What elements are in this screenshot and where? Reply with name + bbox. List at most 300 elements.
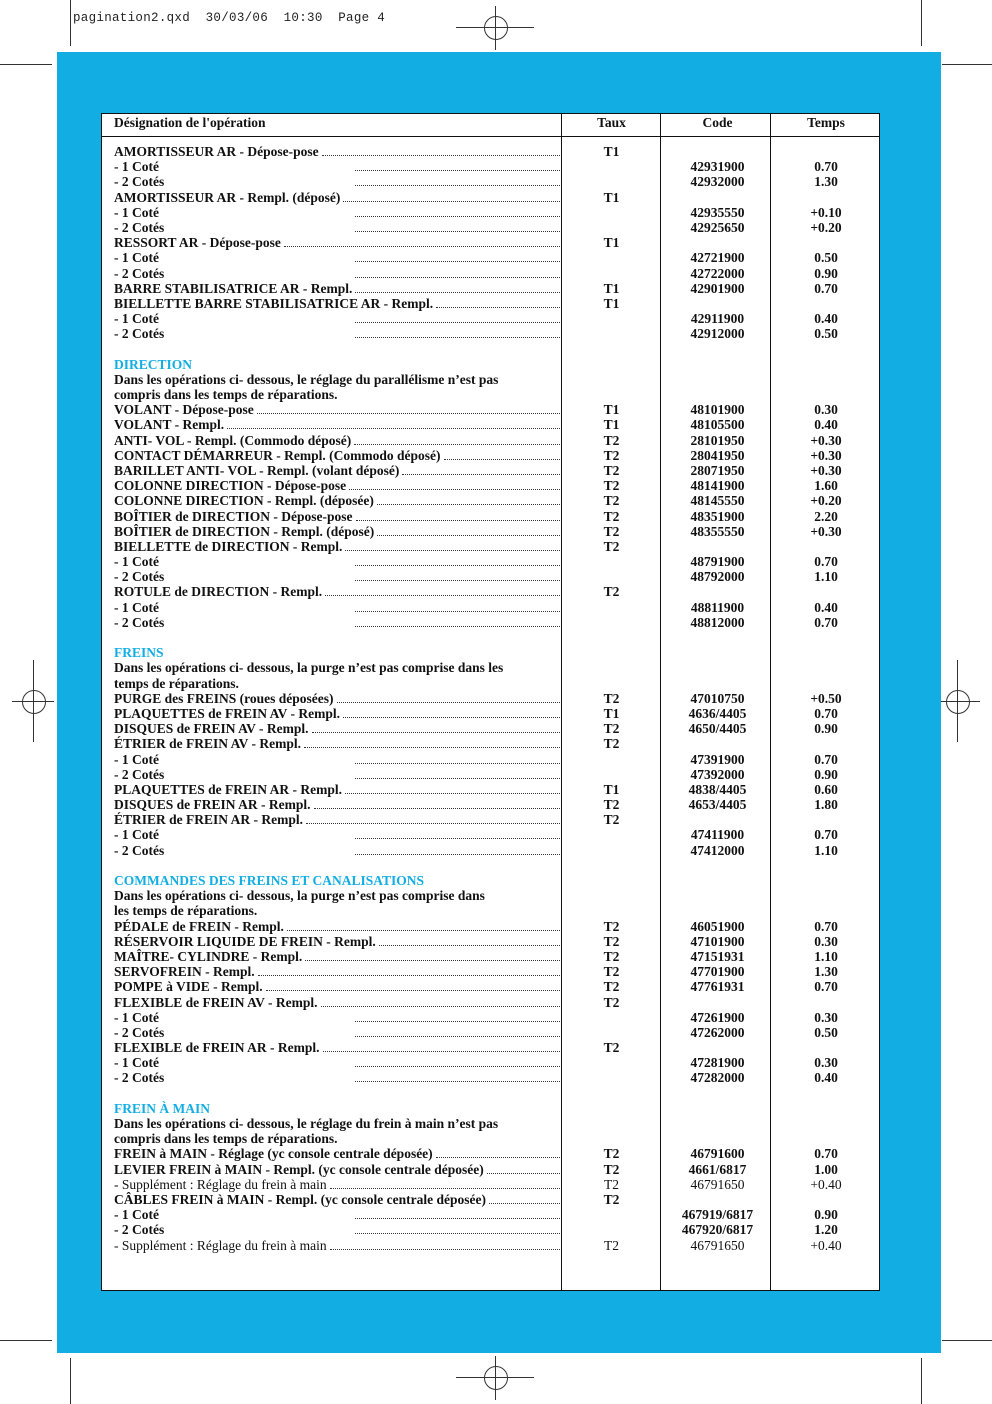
dot-leader bbox=[330, 1238, 560, 1250]
time-cell: +0.40 bbox=[810, 1237, 842, 1253]
section-heading-row bbox=[102, 873, 879, 888]
code-cell: 42935550 bbox=[690, 204, 745, 220]
dot-leader bbox=[436, 296, 560, 308]
operation-designation bbox=[114, 812, 560, 827]
time-cell: +0.20 bbox=[810, 493, 842, 509]
spacer-row bbox=[102, 341, 879, 356]
table-row bbox=[102, 1177, 879, 1192]
operation-label: ROTULE de DIRECTION - Rempl. bbox=[114, 584, 323, 600]
indent-space bbox=[267, 205, 355, 220]
time-cell: 0.40 bbox=[814, 311, 838, 327]
crop-mark bbox=[0, 64, 52, 65]
code-cell: 467920/6817 bbox=[681, 1222, 754, 1238]
operation-label: BOÎTIER de DIRECTION - Rempl. (déposé) bbox=[114, 523, 375, 539]
operation-label: RESSORT AR - Dépose-pose bbox=[114, 235, 281, 251]
code-cell: 47262000 bbox=[690, 1024, 745, 1040]
dot-leader bbox=[355, 1055, 560, 1067]
table-row bbox=[102, 949, 879, 964]
dot-leader bbox=[304, 736, 560, 748]
time-cell: 0.70 bbox=[814, 1146, 838, 1162]
rate-cell: T2 bbox=[603, 1146, 620, 1162]
dot-leader bbox=[377, 524, 560, 536]
operation-label: LEVIER FREIN à MAIN - Rempl. (yc console centrale déposée) bbox=[114, 1161, 484, 1177]
header-code: Code bbox=[702, 115, 733, 130]
operation-designation bbox=[114, 1055, 560, 1070]
rate-cell: T2 bbox=[603, 432, 620, 448]
code-cell: 48141900 bbox=[690, 478, 745, 494]
crop-mark bbox=[938, 701, 980, 702]
section-heading: DIRECTION bbox=[114, 356, 193, 372]
dot-leader bbox=[355, 326, 560, 338]
dot-leader bbox=[355, 266, 560, 278]
time-cell: +0.30 bbox=[810, 462, 842, 478]
table-row bbox=[102, 448, 879, 463]
operation-designation bbox=[114, 159, 560, 174]
table-row bbox=[102, 1070, 879, 1085]
header-rule bbox=[102, 136, 879, 137]
table-row bbox=[102, 190, 879, 205]
registration-mark-icon bbox=[22, 690, 46, 714]
time-cell: 1.10 bbox=[814, 569, 838, 585]
code-cell: 47151931 bbox=[690, 948, 745, 964]
code-cell: 4650/4405 bbox=[688, 721, 747, 737]
rate-cell: T1 bbox=[603, 295, 620, 311]
note-row bbox=[102, 1131, 879, 1146]
table-row bbox=[102, 797, 879, 812]
operation-label: BOÎTIER de DIRECTION - Dépose-pose bbox=[114, 508, 353, 524]
operation-label: DISQUES de FREIN AV - Rempl. bbox=[114, 721, 309, 737]
operation-label: - 2 Cotés bbox=[114, 265, 165, 281]
operation-label: MAÎTRE- CYLINDRE - Rempl. bbox=[114, 948, 303, 964]
dot-leader bbox=[322, 144, 560, 156]
operation-label: - 1 Coté bbox=[114, 1055, 159, 1071]
operation-label: VOLANT - Rempl. bbox=[114, 417, 225, 433]
operation-designation bbox=[114, 266, 560, 281]
code-cell: 48101900 bbox=[690, 402, 745, 418]
indent-space bbox=[267, 827, 355, 842]
time-cell: 0.60 bbox=[814, 781, 838, 797]
operation-designation bbox=[114, 539, 560, 554]
code-cell: 48791900 bbox=[690, 554, 745, 570]
operation-label: - 2 Cotés bbox=[114, 766, 165, 782]
code-cell: 42932000 bbox=[690, 174, 745, 190]
time-cell: 0.90 bbox=[814, 265, 838, 281]
operation-label: AMORTISSEUR AR - Rempl. (déposé) bbox=[114, 189, 341, 205]
operation-label: - Supplément : Réglage du frein à main bbox=[114, 1176, 327, 1192]
table-row bbox=[102, 721, 879, 736]
operation-label: DISQUES de FREIN AR - Rempl. bbox=[114, 797, 311, 813]
spacer-row bbox=[102, 1086, 879, 1101]
operation-designation bbox=[114, 615, 560, 630]
time-cell: 0.30 bbox=[814, 402, 838, 418]
time-cell: 0.90 bbox=[814, 721, 838, 737]
rate-cell: T2 bbox=[603, 948, 620, 964]
table-row bbox=[102, 1192, 879, 1207]
table-row bbox=[102, 827, 879, 842]
code-cell: 47392000 bbox=[690, 766, 745, 782]
operation-label: SERVOFREIN - Rempl. bbox=[114, 964, 255, 980]
indent-space bbox=[267, 250, 355, 265]
time-cell: 1.60 bbox=[814, 478, 838, 494]
crop-mark bbox=[70, 1358, 71, 1404]
dot-leader bbox=[227, 417, 560, 429]
operation-label: AMORTISSEUR AR - Dépose-pose bbox=[114, 144, 319, 159]
time-cell: 0.40 bbox=[814, 599, 838, 615]
table-row bbox=[102, 417, 879, 432]
print-slug: pagination2.qxd 30/03/06 10:30 Page 4 bbox=[73, 11, 386, 25]
operation-designation bbox=[114, 190, 560, 205]
dot-leader bbox=[257, 402, 560, 414]
dot-leader bbox=[330, 1177, 560, 1189]
rate-cell: T1 bbox=[603, 402, 620, 418]
operation-label: - 1 Coté bbox=[114, 250, 159, 266]
registration-mark-icon bbox=[946, 690, 970, 714]
time-cell: 2.20 bbox=[814, 508, 838, 524]
table-row bbox=[102, 782, 879, 797]
table-row bbox=[102, 250, 879, 265]
table-row bbox=[102, 463, 879, 478]
indent-space bbox=[267, 1010, 355, 1025]
operation-label: COLONNE DIRECTION - Rempl. (déposée) bbox=[114, 493, 374, 509]
operation-designation bbox=[114, 782, 560, 797]
time-cell: 0.50 bbox=[814, 250, 838, 266]
code-cell: 28071950 bbox=[690, 462, 745, 478]
operation-designation bbox=[114, 493, 560, 508]
dot-leader bbox=[266, 979, 560, 991]
indent-space bbox=[267, 1207, 355, 1222]
indent-space bbox=[267, 1025, 355, 1040]
rate-cell: T2 bbox=[603, 523, 620, 539]
code-cell: 42721900 bbox=[690, 250, 745, 266]
code-cell: 47411900 bbox=[690, 827, 745, 843]
operation-label: CONTACT DÉMARREUR - Rempl. (Commodo déposé) bbox=[114, 447, 441, 463]
table-row bbox=[102, 1025, 879, 1040]
operation-designation bbox=[114, 919, 560, 934]
crop-mark bbox=[0, 1340, 52, 1341]
note-row bbox=[102, 372, 879, 387]
table-row bbox=[102, 235, 879, 250]
code-cell: 4661/6817 bbox=[688, 1161, 747, 1177]
section-note: compris dans les temps de réparations. bbox=[114, 387, 338, 402]
dot-leader bbox=[355, 205, 560, 217]
table-row bbox=[102, 767, 879, 782]
code-cell: 28041950 bbox=[690, 447, 745, 463]
table-row bbox=[102, 1162, 879, 1177]
header-designation: Désignation de l'opération bbox=[114, 115, 266, 130]
table-row bbox=[102, 1146, 879, 1161]
table-row bbox=[102, 934, 879, 949]
spacer-row bbox=[102, 858, 879, 873]
dot-leader bbox=[355, 1025, 560, 1037]
rate-cell: T1 bbox=[603, 235, 620, 251]
table-row bbox=[102, 1238, 879, 1253]
indent-space bbox=[267, 843, 355, 858]
dot-leader bbox=[345, 782, 560, 794]
operation-designation bbox=[114, 205, 560, 220]
rate-cell: T2 bbox=[603, 462, 620, 478]
operation-label: - 2 Cotés bbox=[114, 1070, 165, 1086]
time-cell: +0.40 bbox=[810, 1176, 842, 1192]
operation-designation bbox=[114, 463, 560, 478]
operation-designation bbox=[114, 752, 560, 767]
operation-label: - 2 Cotés bbox=[114, 326, 165, 342]
operation-designation bbox=[114, 448, 560, 463]
operation-designation bbox=[114, 706, 560, 721]
operation-designation bbox=[114, 964, 560, 979]
code-cell: 4636/4405 bbox=[688, 705, 747, 721]
dot-leader bbox=[355, 1222, 560, 1234]
dot-leader bbox=[355, 250, 560, 262]
operation-label: PURGE des FREINS (roues déposées) bbox=[114, 690, 334, 706]
operation-designation bbox=[114, 1025, 560, 1040]
dot-leader bbox=[436, 1146, 560, 1158]
code-cell: 42722000 bbox=[690, 265, 745, 281]
crop-mark bbox=[70, 0, 71, 46]
section-heading-row bbox=[102, 645, 879, 660]
code-cell: 48351900 bbox=[690, 508, 745, 524]
time-cell: +0.30 bbox=[810, 447, 842, 463]
table-row bbox=[102, 812, 879, 827]
rate-cell: T2 bbox=[603, 979, 620, 995]
code-cell: 47761931 bbox=[690, 979, 745, 995]
dot-leader bbox=[321, 995, 560, 1007]
operation-designation bbox=[114, 979, 560, 994]
operation-designation bbox=[114, 554, 560, 569]
table-row bbox=[102, 1207, 879, 1222]
operation-designation bbox=[114, 1177, 560, 1192]
operation-designation bbox=[114, 843, 560, 858]
code-cell: 46791650 bbox=[690, 1176, 745, 1192]
time-cell: 0.70 bbox=[814, 705, 838, 721]
code-cell: 467919/6817 bbox=[681, 1207, 754, 1223]
rate-cell: T2 bbox=[603, 1161, 620, 1177]
operation-designation bbox=[114, 417, 560, 432]
table-row bbox=[102, 995, 879, 1010]
operation-label: - 2 Cotés bbox=[114, 614, 165, 630]
code-cell: 47281900 bbox=[690, 1055, 745, 1071]
rate-cell: T2 bbox=[603, 584, 620, 600]
operation-label: FREIN à MAIN - Réglage (yc console centrale déposée) bbox=[114, 1146, 433, 1162]
indent-space bbox=[267, 1055, 355, 1070]
operation-designation bbox=[114, 995, 560, 1010]
table-row bbox=[102, 1222, 879, 1237]
table-row bbox=[102, 205, 879, 220]
time-cell: 1.10 bbox=[814, 948, 838, 964]
operation-designation bbox=[114, 524, 560, 539]
table-row bbox=[102, 433, 879, 448]
dot-leader bbox=[355, 600, 560, 612]
table-row bbox=[102, 311, 879, 326]
rate-cell: T2 bbox=[603, 964, 620, 980]
time-cell: 0.70 bbox=[814, 554, 838, 570]
table-row bbox=[102, 539, 879, 554]
registration-mark-icon bbox=[484, 1366, 508, 1390]
operation-designation bbox=[114, 1010, 560, 1025]
section-note: compris dans les temps de réparations. bbox=[114, 1131, 338, 1147]
operation-designation bbox=[114, 250, 560, 265]
dot-leader bbox=[314, 797, 560, 809]
rate-cell: T2 bbox=[604, 1237, 619, 1253]
table-row bbox=[102, 281, 879, 296]
table-row bbox=[102, 843, 879, 858]
operation-designation bbox=[114, 827, 560, 842]
operation-label: - 1 Coté bbox=[114, 311, 159, 327]
time-cell: 0.70 bbox=[814, 159, 838, 175]
indent-space bbox=[267, 615, 355, 630]
table-row bbox=[102, 979, 879, 994]
table-row bbox=[102, 159, 879, 174]
code-cell: 47391900 bbox=[690, 751, 745, 767]
dot-leader bbox=[343, 190, 560, 202]
operation-label: - 2 Cotés bbox=[114, 1024, 165, 1040]
table-row bbox=[102, 509, 879, 524]
crop-mark bbox=[942, 1340, 992, 1341]
table-row bbox=[102, 569, 879, 584]
rate-cell: T2 bbox=[603, 933, 620, 949]
indent-space bbox=[267, 767, 355, 782]
operation-designation bbox=[114, 1192, 560, 1207]
operation-designation bbox=[114, 144, 560, 159]
time-cell: 0.70 bbox=[814, 751, 838, 767]
operation-designation bbox=[114, 691, 560, 706]
crop-mark bbox=[942, 64, 992, 65]
table-row bbox=[102, 326, 879, 341]
section-heading: FREINS bbox=[114, 645, 164, 661]
table-row bbox=[102, 524, 879, 539]
time-cell: 1.30 bbox=[814, 174, 838, 190]
operation-designation bbox=[114, 1162, 560, 1177]
operation-label: - 1 Coté bbox=[114, 554, 159, 570]
rate-cell: T2 bbox=[604, 1176, 619, 1192]
section-note: Dans les opérations ci- dessous, le réglage du parallélisme n’est pas bbox=[114, 371, 499, 387]
dot-leader bbox=[489, 1192, 560, 1204]
table-body bbox=[102, 144, 879, 1253]
header-time: Temps bbox=[807, 115, 845, 130]
table-row bbox=[102, 144, 879, 159]
operation-label: - 1 Coté bbox=[114, 599, 159, 615]
operation-designation bbox=[114, 235, 560, 250]
time-cell: 0.70 bbox=[814, 280, 838, 296]
table-row bbox=[102, 752, 879, 767]
operation-label: ÉTRIER de FREIN AV - Rempl. bbox=[114, 736, 302, 752]
time-cell: +0.20 bbox=[810, 219, 842, 235]
section-note: Dans les opérations ci- dessous, la purge n’est pas comprise dans les bbox=[114, 660, 504, 676]
time-cell: 0.70 bbox=[814, 827, 838, 843]
rate-cell: T2 bbox=[603, 1191, 620, 1207]
dot-leader bbox=[306, 812, 560, 824]
code-cell: 47010750 bbox=[690, 690, 745, 706]
dot-leader bbox=[444, 448, 561, 460]
code-cell: 4838/4405 bbox=[688, 781, 747, 797]
section-note: Dans les opérations ci- dessous, le réglage du frein à main n’est pas bbox=[114, 1116, 499, 1131]
time-cell: 1.10 bbox=[814, 842, 838, 858]
operation-label: - 2 Cotés bbox=[114, 219, 165, 235]
indent-space bbox=[267, 600, 355, 615]
indent-space bbox=[267, 220, 355, 235]
table-row bbox=[102, 402, 879, 417]
time-cell: 1.30 bbox=[814, 964, 838, 980]
operation-label: ANTI- VOL - Rempl. (Commodo déposé) bbox=[114, 432, 352, 448]
operations-table bbox=[101, 113, 880, 1291]
crop-mark bbox=[921, 0, 922, 46]
operation-label: BARILLET ANTI- VOL - Rempl. (volant déposé) bbox=[114, 462, 400, 478]
dot-leader bbox=[355, 174, 560, 186]
operation-label: CÂBLES FREIN à MAIN - Rempl. (yc console centrale déposée) bbox=[114, 1191, 486, 1207]
crop-mark bbox=[12, 701, 54, 702]
rate-cell: T2 bbox=[603, 508, 620, 524]
code-cell: 48145550 bbox=[690, 493, 745, 509]
code-cell: 46791600 bbox=[690, 1146, 745, 1162]
operation-designation bbox=[114, 949, 560, 964]
time-cell: 0.70 bbox=[814, 614, 838, 630]
code-cell: 42931900 bbox=[690, 159, 745, 175]
code-cell: 46791650 bbox=[690, 1237, 745, 1253]
time-cell: 1.00 bbox=[814, 1161, 838, 1177]
code-cell: 48811900 bbox=[690, 599, 745, 615]
code-cell: 42901900 bbox=[690, 280, 745, 296]
code-cell: 42911900 bbox=[690, 311, 745, 327]
time-cell: 0.70 bbox=[814, 918, 838, 934]
indent-space bbox=[267, 266, 355, 281]
rate-cell: T2 bbox=[603, 797, 620, 813]
operation-designation bbox=[114, 1146, 560, 1161]
table-row bbox=[102, 736, 879, 751]
header-rate: Taux bbox=[597, 115, 626, 130]
dot-leader bbox=[345, 539, 560, 551]
operation-designation bbox=[114, 1070, 560, 1085]
section-heading-row bbox=[102, 357, 879, 372]
rate-cell: T2 bbox=[603, 812, 620, 828]
indent-space bbox=[267, 554, 355, 569]
table-row bbox=[102, 1010, 879, 1025]
operation-label: - 1 Coté bbox=[114, 204, 159, 220]
dot-leader bbox=[287, 919, 560, 931]
operation-label: COLONNE DIRECTION - Dépose-pose bbox=[114, 478, 347, 494]
dot-leader bbox=[355, 281, 560, 293]
section-heading: COMMANDES DES FREINS ET CANALISATIONS bbox=[114, 873, 425, 888]
code-cell: 48105500 bbox=[690, 417, 745, 433]
registration-mark-icon bbox=[484, 16, 508, 40]
dot-leader bbox=[355, 569, 560, 581]
crop-mark bbox=[495, 1356, 496, 1400]
note-row bbox=[102, 1116, 879, 1131]
dot-leader bbox=[379, 934, 560, 946]
rate-cell: T1 bbox=[603, 189, 620, 205]
code-cell: 47101900 bbox=[690, 933, 745, 949]
time-cell: +0.50 bbox=[810, 690, 842, 706]
rate-cell: T2 bbox=[603, 994, 620, 1010]
operation-label: - 1 Coté bbox=[114, 827, 159, 843]
indent-space bbox=[267, 1222, 355, 1237]
operation-label: - 1 Coté bbox=[114, 1009, 159, 1025]
operation-label: - 2 Cotés bbox=[114, 569, 165, 585]
rate-cell: T2 bbox=[603, 493, 620, 509]
time-cell: +0.10 bbox=[810, 204, 842, 220]
indent-space bbox=[267, 159, 355, 174]
operation-label: - Supplément : Réglage du frein à main bbox=[114, 1237, 327, 1253]
operation-label: PÉDALE de FREIN - Rempl. bbox=[114, 918, 284, 934]
operation-designation bbox=[114, 281, 560, 296]
operation-label: POMPE à VIDE - Rempl. bbox=[114, 979, 263, 995]
dot-leader bbox=[355, 767, 560, 779]
time-cell: +0.30 bbox=[810, 523, 842, 539]
note-row bbox=[102, 660, 879, 675]
code-cell: 28101950 bbox=[690, 432, 745, 448]
dot-leader bbox=[323, 1040, 560, 1052]
operation-designation bbox=[114, 326, 560, 341]
time-cell: 0.40 bbox=[814, 417, 838, 433]
dot-leader bbox=[487, 1162, 560, 1174]
